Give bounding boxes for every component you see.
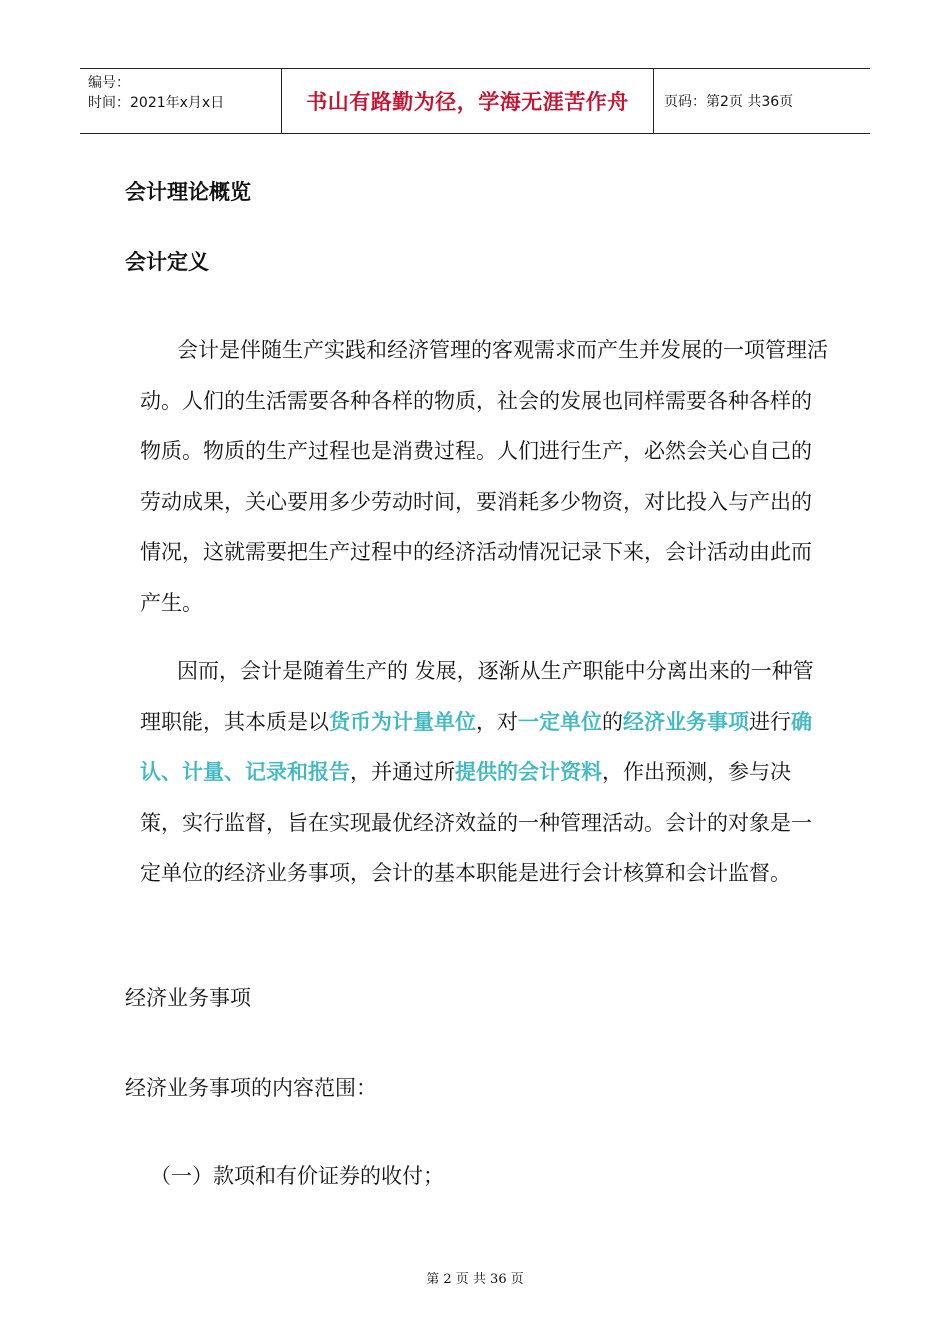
- paragraph-2-text: 因而，会计是随着生产的 发展，逐渐从生产职能中分离出来的一种管理职能，其本质是以: [140, 659, 814, 734]
- highlight-term: 货币为计量单位: [329, 708, 476, 734]
- page-footer: 第 2 页 共 36 页: [426, 1272, 524, 1287]
- subheading: 经济业务事项: [125, 986, 251, 1010]
- highlight-term: 一定单位: [518, 708, 602, 734]
- scope-label: 经济业务事项的内容范围：: [125, 1076, 377, 1100]
- paragraph-1: 会计是伴随生产实践和经济管理的客观需求而产生并发展的一项管理活动。人们的生活需要各种各样的物质，社会的发展也同样需要各种各样的物质。物质的生产过程也是消费过程。人们进行生产，必然会关心自己的劳动成果，关心要用多少劳动时间，要消耗多少物资，对比投入与产出的情况，这就需要把生产过程中的经济活动情况记录下来，会计活动由此而产生。: [140, 338, 828, 615]
- paragraph-2-text: 进行: [749, 709, 791, 734]
- highlight-term: 经济业务事项: [623, 708, 749, 734]
- number-label: 编号：: [88, 75, 130, 91]
- header-page-info: 页码：第2页 共36页: [664, 94, 794, 110]
- paragraph-2-text: ，对: [476, 709, 518, 734]
- highlight-term: 提供的会计资料: [455, 759, 602, 784]
- section-heading: 会计定义: [125, 250, 209, 274]
- document-title: 会计理论概览: [125, 180, 251, 204]
- header-meta: [80, 69, 282, 133]
- paragraph-2: [140, 646, 830, 899]
- paragraph-2-text: 的: [602, 709, 623, 734]
- paragraph-2-text: ，作出预测，参与决策，实行监督，旨在实现最优经济效益的一种管理活动。会计的对象是一定单位的经济业务事项，会计的基本职能是进行会计核算和会计监督。: [140, 760, 812, 885]
- time-label: 时间：2021年x月x日: [88, 95, 225, 111]
- header-motto: 书山有路勤为径，学海无涯苦作舟: [282, 69, 654, 133]
- page-header: [80, 68, 870, 134]
- list-item: （一）款项和有价证券的收付；: [150, 1164, 444, 1188]
- highlight-term: 确认、计量、记录和报告: [140, 708, 812, 784]
- paragraph-2-text: ，并通过所: [350, 760, 455, 784]
